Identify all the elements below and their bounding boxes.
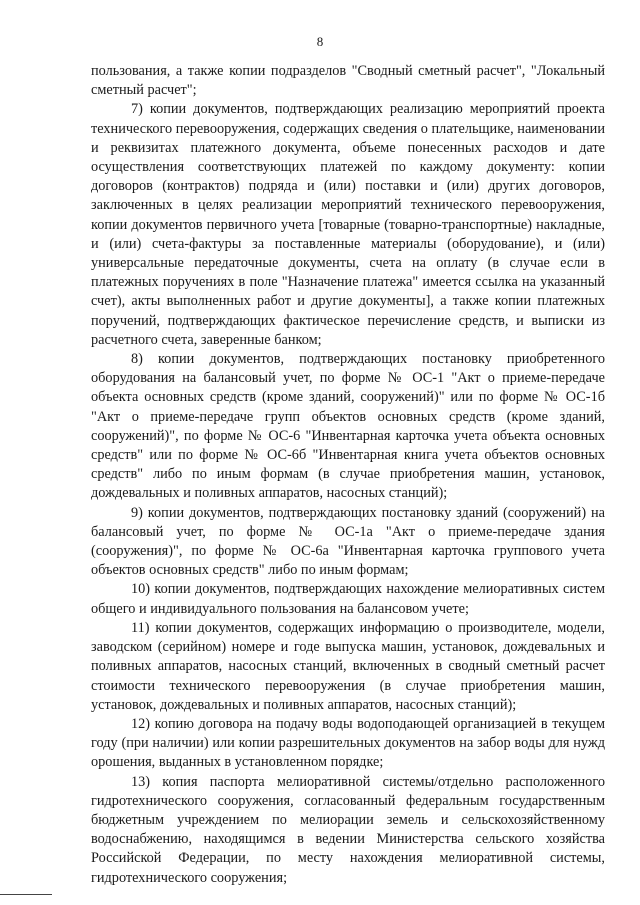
list-item-7: 7) копии документов, подтверждающих реализацию мероприятий проекта технического перевооружения, содержащих сведения о плательщике, наименовании и реквизитах платежного документа, объеме понесенных расходов и дате осуществления соответствующих платежей по каждому документу: копии договоров (контрактов) подряда и (или) поставки и (или) других договоров, заключенных в целях реализации мероприятий технического перевооружения, копии документов первичного учета [товарные (товарно-транспортные) накладные, и (или) счета-фактуры за поставленные материалы (оборудование), и (или) универсальные передаточные документы, счета на оплату (в случае если в платежных поручениях в поле "Назначение платежа" имеется ссылка на указанный счет), акты выполненных работ и другие документы], а также копии платежных поручений, подтверждающих фактическое перечисление средств, и выписки из расчетного счета, заверенные банком; — [91, 101, 605, 348]
page-number: 8 — [316, 34, 324, 49]
document-body — [91, 62, 605, 888]
list-item-12: 12) копию договора на подачу воды водоподающей организацией в текущем году (при наличии) или копии разрешительных документов на забор воды для нужд орошения, выданных в установленном порядке; — [91, 715, 605, 771]
paragraph-continuation: пользования, а также копии подразделов "Сводный сметный расчет", "Локальный сметный расчет"; — [91, 63, 605, 99]
list-item-10: 10) копии документов, подтверждающих нахождение мелиоративных систем общего и индивидуального пользования на балансовом учете; — [91, 581, 605, 617]
list-item-11: 11) копии документов, содержащих информацию о производителе, модели, заводском (серийном) номере и годе выпуска машин, установок, дождевальных и поливных аппаратов, насосных станций, включенных в сводный сметный расчет стоимости технического перевооружения (в случае приобретения машин, установок, дождевальных и поливных аппаратов, насосных станций); — [91, 619, 605, 713]
list-item-9: 9) копии документов, подтверждающих постановку зданий (сооружений) на балансовый учет, по форме № ОС-1а "Акт о приеме-передаче здания (сооружения)", по форме № ОС-6а "Инвентарная карточка группового учета объектов основных средств" либо по иным формам; — [91, 504, 605, 579]
list-item-13: 13) копия паспорта мелиоративной системы/отдельно расположенного гидротехнического сооружения, согласованный федеральным государственным бюджетным учреждением по мелиорации земель и сельскохозяйственному водоснабжению, находящимся в ведении Министерства сельского хозяйства Российской Федерации, по месту нахождения мелиоративной системы, гидротехнического сооружения; — [91, 773, 605, 886]
list-item-8: 8) копии документов, подтверждающих постановку приобретенного оборудования на балансовый учет, по форме № ОС-1 "Акт о приеме-передаче объекта основных средств (кроме зданий, сооружений)" или по форме № ОС-1б "Акт о приеме-передаче групп объектов основных средств (кроме зданий, сооружений)", по форме № ОС-6 "Инвентарная карточка учета объекта основных средств" или по форме № ОС-6б "Инвентарная книга учета объектов основных средств" либо по иным формам (в случае приобретения машин, установок, дождевальных и поливных аппаратов, насосных станций); — [91, 351, 605, 502]
footer-rule — [0, 894, 52, 895]
